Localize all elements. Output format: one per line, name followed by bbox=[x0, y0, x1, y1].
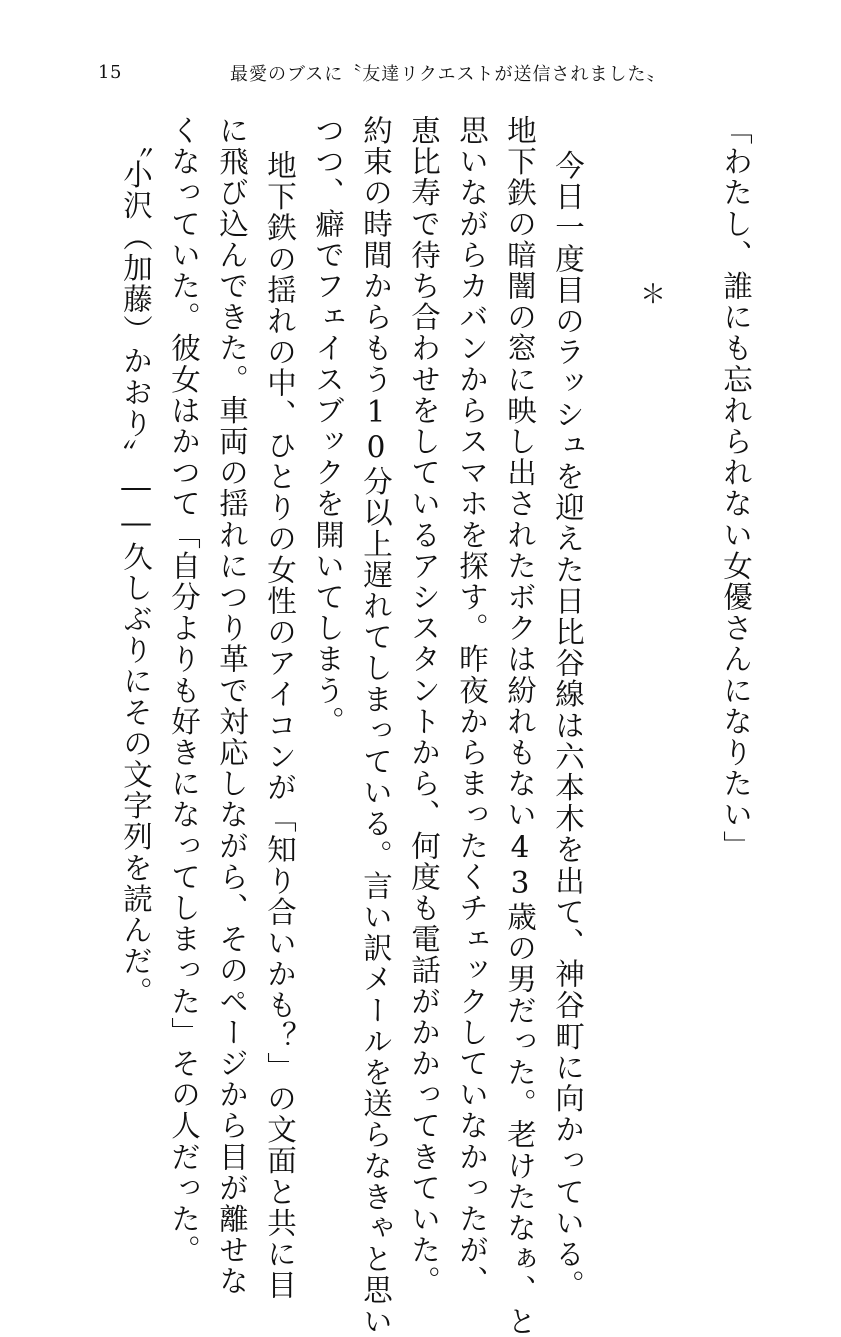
body-column: 〝小沢（加藤）かおり〟――久しぶりにその文字列を読んだ。 bbox=[119, 128, 153, 1008]
body-column: 地下鉄の揺れの中、ひとりの女性のアイコンが「知り合いかも？」の文面と共に目 bbox=[263, 150, 297, 1301]
body-column: 今日一度目のラッシュを迎えた日比谷線は六本木を出て、神谷町に向かっている。 bbox=[551, 150, 585, 1301]
running-head: 最愛のブスに〝友達リクエストが送信されました〟 bbox=[230, 64, 666, 85]
body-column: 「わたし、誰にも忘れられない女優さんになりたい」 bbox=[719, 115, 753, 862]
body-column: つつ、癖でフェイスブックを開いてしまう。 bbox=[311, 115, 345, 737]
body-column: 恵比寿で待ち合わせをしているアシスタントから、何度も電話がかかってきていた。 bbox=[407, 115, 441, 1297]
body-column: 地下鉄の暗闇の窓に映し出されたボクは紛れもない43歳の男だった。老けたなぁ、と bbox=[503, 115, 537, 1337]
body-column: くなっていた。彼女はかつて「自分よりも好きになってしまった」その人だった。 bbox=[167, 115, 201, 1266]
body-column: に飛び込んできた。車両の揺れにつり革で対応しながら、そのページから目が離せな bbox=[215, 115, 249, 1297]
body-column: 約束の時間からもう10分以上遅れてしまっている。言い訳メールを送らなきゃと思い bbox=[359, 115, 393, 1337]
section-break: ＊ bbox=[640, 280, 667, 310]
page-number: 15 bbox=[98, 62, 122, 83]
body-column: 思いながらカバンからスマホを探す。昨夜からまったくチェックしていなかったが、 bbox=[455, 115, 489, 1297]
